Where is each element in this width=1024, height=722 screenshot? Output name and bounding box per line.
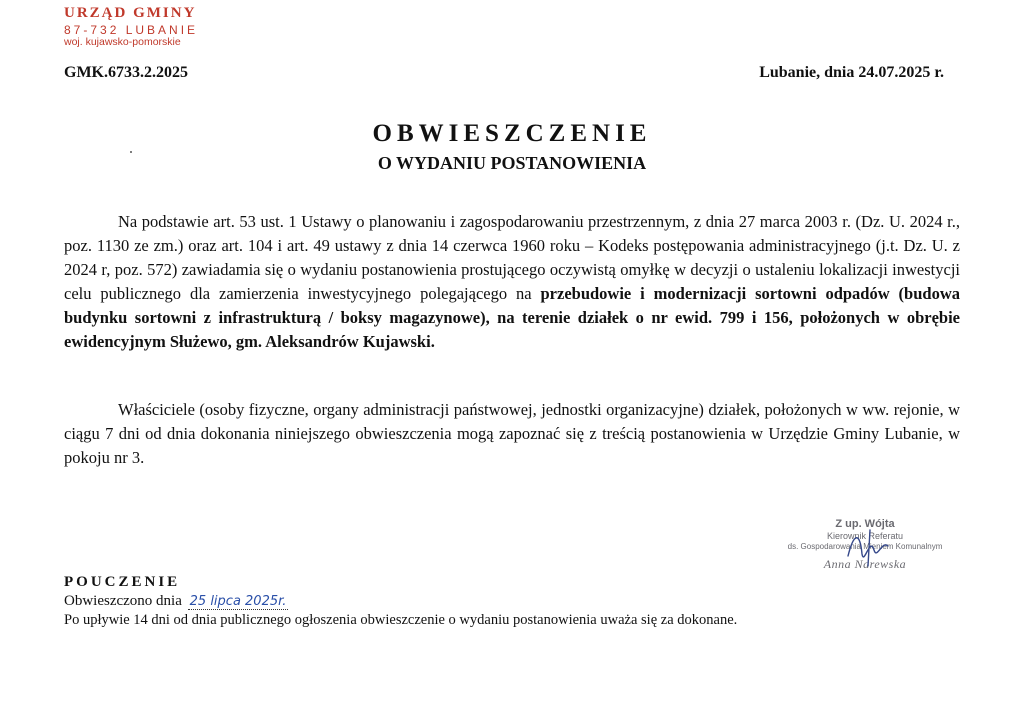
handwritten-posted-date: 25 lipca 2025r. xyxy=(189,594,287,609)
signature-position: Kierownik Referatu xyxy=(826,531,904,541)
main-paragraph-regular: Na podstawie art. 53 ust. 1 Ustawy o planowaniu i zagospodarowaniu przestrzennym, z dnia 27 marca 2003 r. (Dz. U. 2024 r., poz. 1130 ze zm.) oraz art. 104 i art. 49 ustawy z dnia 14 czerwca 1960 roku – Kodeks postępowania administracyjnego (j.t. Dz. U. z 2024 r, poz. 572) zawiadamia się o wydaniu postanowienia prostującego oczywistą omyłkę w decyzji o ustaleniu lokalizacji inwestycji celu publicznego dla zamierzenia inwestycyjnego polegającego na xyxy=(64,212,960,303)
stamp-office-name: URZĄD GMINY xyxy=(64,5,197,21)
notice-posted-label: Obwieszczono dnia xyxy=(64,593,182,609)
stamp-postal-address: 87-732 LUBANIE xyxy=(64,22,199,37)
signature-block xyxy=(770,518,960,572)
document-title: OBWIESZCZENIE xyxy=(372,120,652,147)
place-and-date: Lubanie, dnia 24.07.2025 r. xyxy=(759,64,944,81)
signature-department: ds. Gospodarowania Mieniem Komunalnym xyxy=(787,542,943,551)
document-subtitle: O WYDANIU POSTANOWIENIA xyxy=(377,153,647,173)
office-stamp xyxy=(64,6,198,48)
signature-name: Anna Narewska xyxy=(823,557,907,571)
notice-footer: Po upływie 14 dni od dnia publicznego ogłoszenia obwieszczenie o wydaniu postanowienia uważa się za dokonane. xyxy=(64,612,738,628)
signature-role: Z up. Wójta xyxy=(835,518,895,530)
notice-heading: POUCZENIE xyxy=(64,574,181,590)
reference-number: GMK.6733.2.2025 xyxy=(64,64,188,81)
stamp-region: woj. kujawsko-pomorskie xyxy=(64,36,181,49)
main-paragraph-bold: przebudowie i modernizacji sortowni odpadów (budowa budynku sortowni z infrastrukturą / boksy magazynowe), na terenie działek o nr ewid. 799 i 156, położonych w obrębie ewidencyjnym Służewo, gm. Aleksandrów Kujawski. xyxy=(64,284,960,351)
owners-paragraph: Właściciele (osoby fizyczne, organy administracji państwowej, jednostki organizacyjne) działek, położonych w ww. rejonie, w ciągu 7 dni od dnia dokonania niniejszego obwieszczenia mogą zapoznać się z treścią postanowienia w Urzędzie Gminy Lubanie, w pokoju nr 3. xyxy=(64,400,960,467)
handwritten-signature-icon xyxy=(840,526,900,570)
notice-posted-line xyxy=(64,593,288,610)
main-paragraph xyxy=(64,210,960,354)
